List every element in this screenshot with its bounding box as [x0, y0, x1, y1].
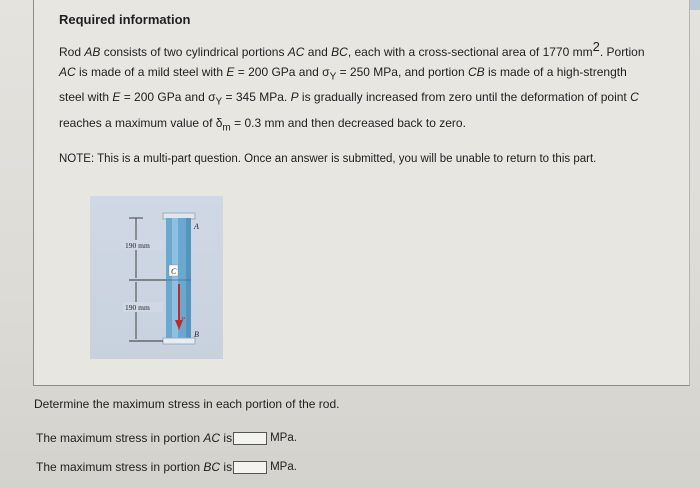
- stress-ac-input[interactable]: [233, 432, 267, 445]
- question-area: [0, 386, 700, 488]
- answer-prefix: The maximum stress in portion: [36, 460, 204, 474]
- label-b: B: [194, 330, 199, 339]
- answer-row-bc: [36, 460, 297, 474]
- answer-suffix: is: [220, 431, 233, 445]
- rod-shadow: [186, 218, 191, 341]
- unit-label: MPa.: [270, 461, 297, 473]
- panel-title: Required information: [59, 12, 191, 27]
- rod-figure: [90, 196, 223, 359]
- question-text: Determine the maximum stress in each portion of the rod.: [34, 397, 340, 411]
- answer-suffix: is: [220, 460, 233, 474]
- dim-label-bottom: 190 mm: [125, 303, 150, 312]
- answer-prefix: The maximum stress in portion: [36, 431, 204, 445]
- label-p: P: [181, 316, 185, 323]
- stress-bc-input[interactable]: [233, 461, 267, 474]
- note-text: NOTE: This is a multi-part question. Once an answer is submitted, you will be unable to return to this part.: [59, 153, 597, 165]
- label-a: A: [194, 222, 199, 231]
- required-info-panel: [33, 0, 690, 386]
- dim-label-top: 190 mm: [125, 241, 150, 250]
- end-plate: [163, 338, 195, 344]
- answer-row-ac: [36, 431, 297, 445]
- answer-portion: AC: [203, 431, 221, 445]
- unit-label: MPa.: [270, 432, 297, 444]
- problem-statement: Rod AB consists of two cylindrical portions AC and BC, each with a cross-sectional area of 1770 $mm^2$. Portion AC is made of a mild steel with E = 200 GPa and $\sigma_Y = 250$ MPa, and portion CB is made of a high-strength steel with E = 200 GPa and $\sigma_Y = 345$ MPa. P is gradually increased from zero until the deformation of point C reaches a maximum value of $\delta_m = 0.3$ mm and then decreased back to zero.: [59, 39, 645, 134]
- answer-portion: BC: [203, 460, 221, 474]
- label-c: C: [171, 267, 177, 276]
